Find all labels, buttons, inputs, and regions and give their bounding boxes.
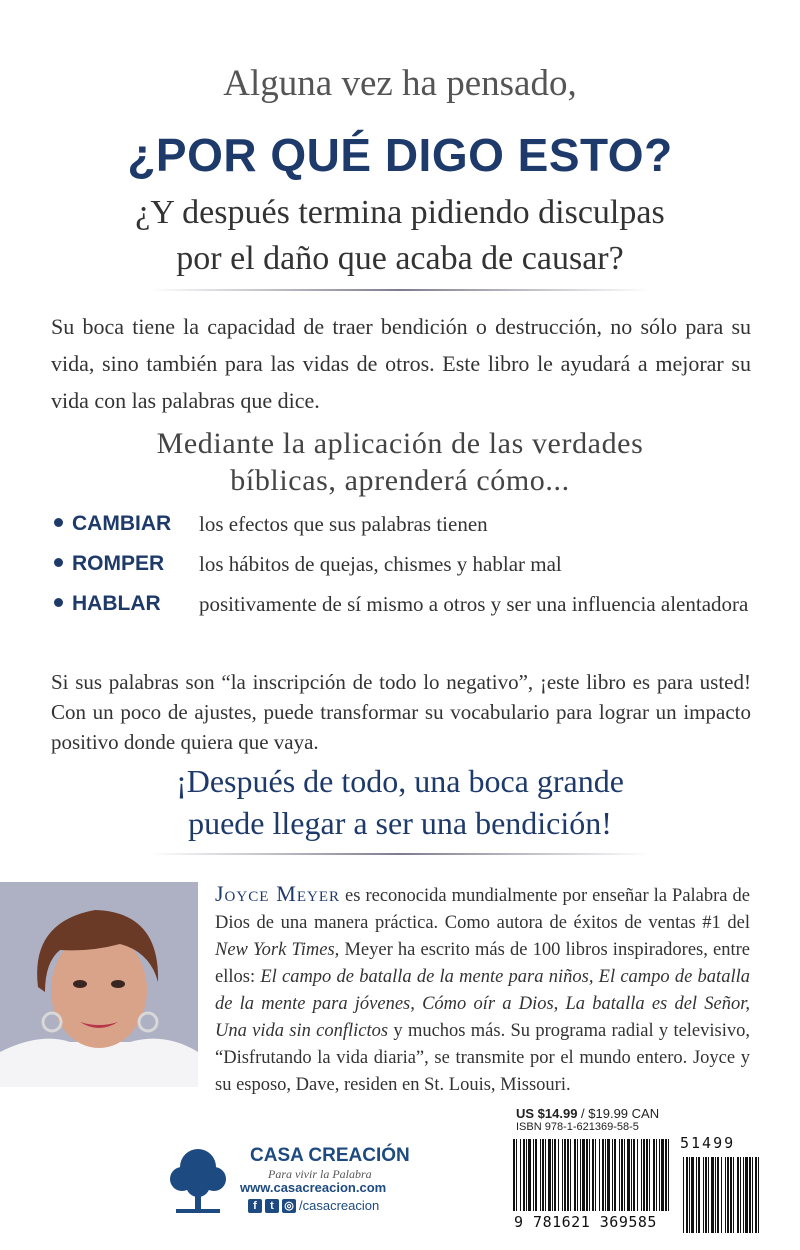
barcode-bar	[582, 1139, 585, 1211]
bullet-keyword: ROMPER	[72, 552, 165, 575]
barcode-bar	[533, 1139, 534, 1211]
barcode-bar	[703, 1157, 704, 1233]
bio-text: y muchos más. Su programa radial y televisivo, “Disfrutando la vida diaria”, se transmite por el mundo entero. Joyce y su esposo, Dave, residen en St. Louis, Missouri.	[215, 1021, 750, 1095]
bio-text: es reconocida mundialmente por enseñar la Palabra de Dios de una manera práctica. Como autora de éxitos de ventas #1 del	[215, 886, 750, 933]
barcode-bar	[586, 1139, 588, 1211]
barcode-bar	[661, 1139, 664, 1211]
barcode-bar	[659, 1139, 660, 1211]
bullet-dot-icon	[54, 598, 63, 607]
barcode-bar	[733, 1157, 734, 1233]
barcode-bar	[711, 1157, 714, 1233]
barcode-bar	[717, 1157, 719, 1233]
bullet-text: los efectos que sus palabras tienen	[199, 512, 488, 536]
barcode-bar	[631, 1139, 632, 1211]
barcode-bar	[633, 1139, 635, 1211]
barcode-bar	[554, 1139, 556, 1211]
barcode-bar	[696, 1157, 697, 1233]
question-line: ¿Y después termina pidiendo disculpas	[135, 194, 665, 231]
bullet-keyword: CAMBIAR	[72, 512, 172, 535]
barcode-bar	[752, 1157, 753, 1233]
publisher-tagline: Para vivir la Palabra	[268, 1167, 372, 1181]
barcode-bar	[745, 1157, 748, 1233]
closing-line: ¡Después de todo, una boca grande	[176, 763, 624, 799]
barcode-bar	[589, 1139, 590, 1211]
barcode-bar	[607, 1139, 610, 1211]
barcode-bar	[516, 1139, 517, 1211]
barcode-bar	[592, 1139, 594, 1211]
author-bio	[215, 880, 750, 1099]
barcode-bar	[619, 1139, 620, 1211]
closing-statement	[0, 760, 800, 844]
barcode-bar	[689, 1157, 690, 1233]
instagram-icon: ◎	[282, 1199, 296, 1213]
barcode-bar	[535, 1139, 537, 1211]
barcode-bar	[558, 1139, 559, 1211]
lead-line: Mediante la aplicación de las verdades	[156, 427, 644, 460]
barcode-bar	[520, 1139, 521, 1211]
barcode-bar	[577, 1139, 578, 1211]
bio-publication: New York Times	[215, 940, 335, 960]
social-handle: /casacreacion	[299, 1198, 380, 1213]
barcode-bar	[574, 1139, 576, 1211]
barcode-bar	[540, 1139, 541, 1211]
barcode-bar	[691, 1157, 694, 1233]
question-intro: Alguna vez ha pensado,	[223, 63, 577, 104]
barcode-bar	[749, 1157, 751, 1233]
barcode-bar	[665, 1139, 667, 1211]
barcode-bar	[730, 1157, 732, 1233]
bio-text: , Meyer ha escrito más de 100 libros inspiradores, entre ellos:	[215, 940, 750, 987]
facebook-icon: f	[248, 1199, 262, 1213]
barcode-bar	[758, 1157, 759, 1233]
barcode-bar	[612, 1139, 613, 1211]
social-links	[248, 1198, 379, 1213]
bullet-item	[54, 550, 754, 578]
barcode-addon-digits: 51499	[680, 1134, 736, 1152]
barcode-bar	[683, 1157, 684, 1233]
bullet-list	[54, 510, 754, 630]
barcode-bar	[668, 1139, 669, 1211]
barcode-bar	[698, 1157, 700, 1233]
bullet-keyword: HABLAR	[72, 592, 161, 615]
barcode-bar	[621, 1139, 623, 1211]
barcode-bar	[737, 1157, 739, 1233]
publisher-name: CASA CREACIÓN	[250, 1145, 410, 1166]
headline: ¿POR QUÉ DIGO ESTO?	[127, 129, 673, 181]
barcode-bar	[523, 1139, 525, 1211]
barcode-bar	[740, 1157, 741, 1233]
author-name: Joyce Meyer	[215, 881, 341, 906]
barcode-bar	[599, 1139, 600, 1211]
barcode-bar	[646, 1139, 648, 1211]
barcode-bar	[562, 1139, 563, 1211]
barcode-bar	[649, 1139, 650, 1211]
bullet-dot-icon	[54, 518, 63, 527]
barcode-bar	[570, 1139, 571, 1211]
barcode-bar	[526, 1139, 527, 1211]
barcode-bar	[513, 1139, 515, 1211]
lead-line: bíblicas, aprenderá cómo...	[230, 464, 570, 497]
question-line: por el daño que acaba de causar?	[176, 240, 624, 277]
barcode-bar	[656, 1139, 657, 1211]
closing-line: puede llegar a ser una bendición!	[188, 805, 612, 841]
barcode-bar	[686, 1157, 688, 1233]
author-photo	[0, 882, 198, 1087]
lead-in	[0, 425, 800, 499]
barcode-bar	[641, 1139, 642, 1211]
bullet-text: positivamente de sí mismo a otros y ser una influencia alentadora	[199, 592, 749, 616]
barcode-bar	[653, 1139, 655, 1211]
price-label	[516, 1106, 659, 1121]
barcode-bar	[643, 1139, 645, 1211]
barcode-bar	[755, 1157, 757, 1233]
barcode-bar	[580, 1139, 581, 1211]
publisher-url: www.casacreacion.com	[240, 1180, 387, 1195]
question-block	[0, 190, 800, 282]
barcode-digits: 9 781621 369585	[514, 1213, 657, 1231]
barcode-bar	[552, 1139, 553, 1211]
barcode-bar	[614, 1139, 616, 1211]
barcode-bar	[528, 1139, 531, 1211]
barcode-bar	[624, 1139, 625, 1211]
barcode-bar	[743, 1157, 744, 1233]
can-price: / $19.99 CAN	[577, 1106, 660, 1121]
divider	[150, 289, 650, 291]
twitter-icon: t	[265, 1199, 279, 1213]
barcode-bar	[595, 1139, 596, 1211]
barcode-bar	[545, 1139, 546, 1211]
bullet-dot-icon	[54, 558, 63, 567]
barcode-bar	[627, 1139, 630, 1211]
isbn-label: ISBN 978-1-621369-58-5	[516, 1121, 639, 1133]
barcode-bar	[567, 1139, 569, 1211]
barcode-bar	[564, 1139, 566, 1211]
divider	[150, 853, 650, 855]
barcode-bar	[708, 1157, 709, 1233]
author-portrait-icon	[0, 882, 198, 1087]
barcode-bar	[705, 1157, 707, 1233]
bullet-item	[54, 510, 754, 538]
bio-book-titles: El campo de batalla de la mente para niños, El campo de batalla de la mente para jóvenes, Cómo oír a Dios, La batalla es del Señor, Una vida sin conflictos	[215, 967, 750, 1041]
barcode-bar	[548, 1139, 551, 1211]
barcode-bar	[721, 1157, 722, 1233]
body-paragraph: Si sus palabras son “la inscripción de todo lo negativo”, ¡este libro es para usted! Con un poco de ajustes, puede transformar su vocabulario para lograr un impacto positivo donde quiera que vaya.	[51, 670, 751, 754]
barcode-bar	[602, 1139, 604, 1211]
barcode-bar	[725, 1157, 726, 1233]
barcode-bar	[727, 1157, 729, 1233]
bullet-item	[54, 590, 754, 618]
us-price: US $14.99	[516, 1106, 578, 1121]
barcode-bar	[542, 1139, 544, 1211]
barcode-bar	[605, 1139, 606, 1211]
intro-paragraph: Su boca tiene la capacidad de traer bendición o destrucción, no sólo para su vida, sino también para las vidas de otros. Este libro le ayudará a mejorar su vida con las palabras que dice.	[51, 314, 751, 413]
bullet-text: los hábitos de quejas, chismes y hablar mal	[199, 552, 562, 576]
barcode-bar	[637, 1139, 638, 1211]
barcode-bar	[715, 1157, 716, 1233]
